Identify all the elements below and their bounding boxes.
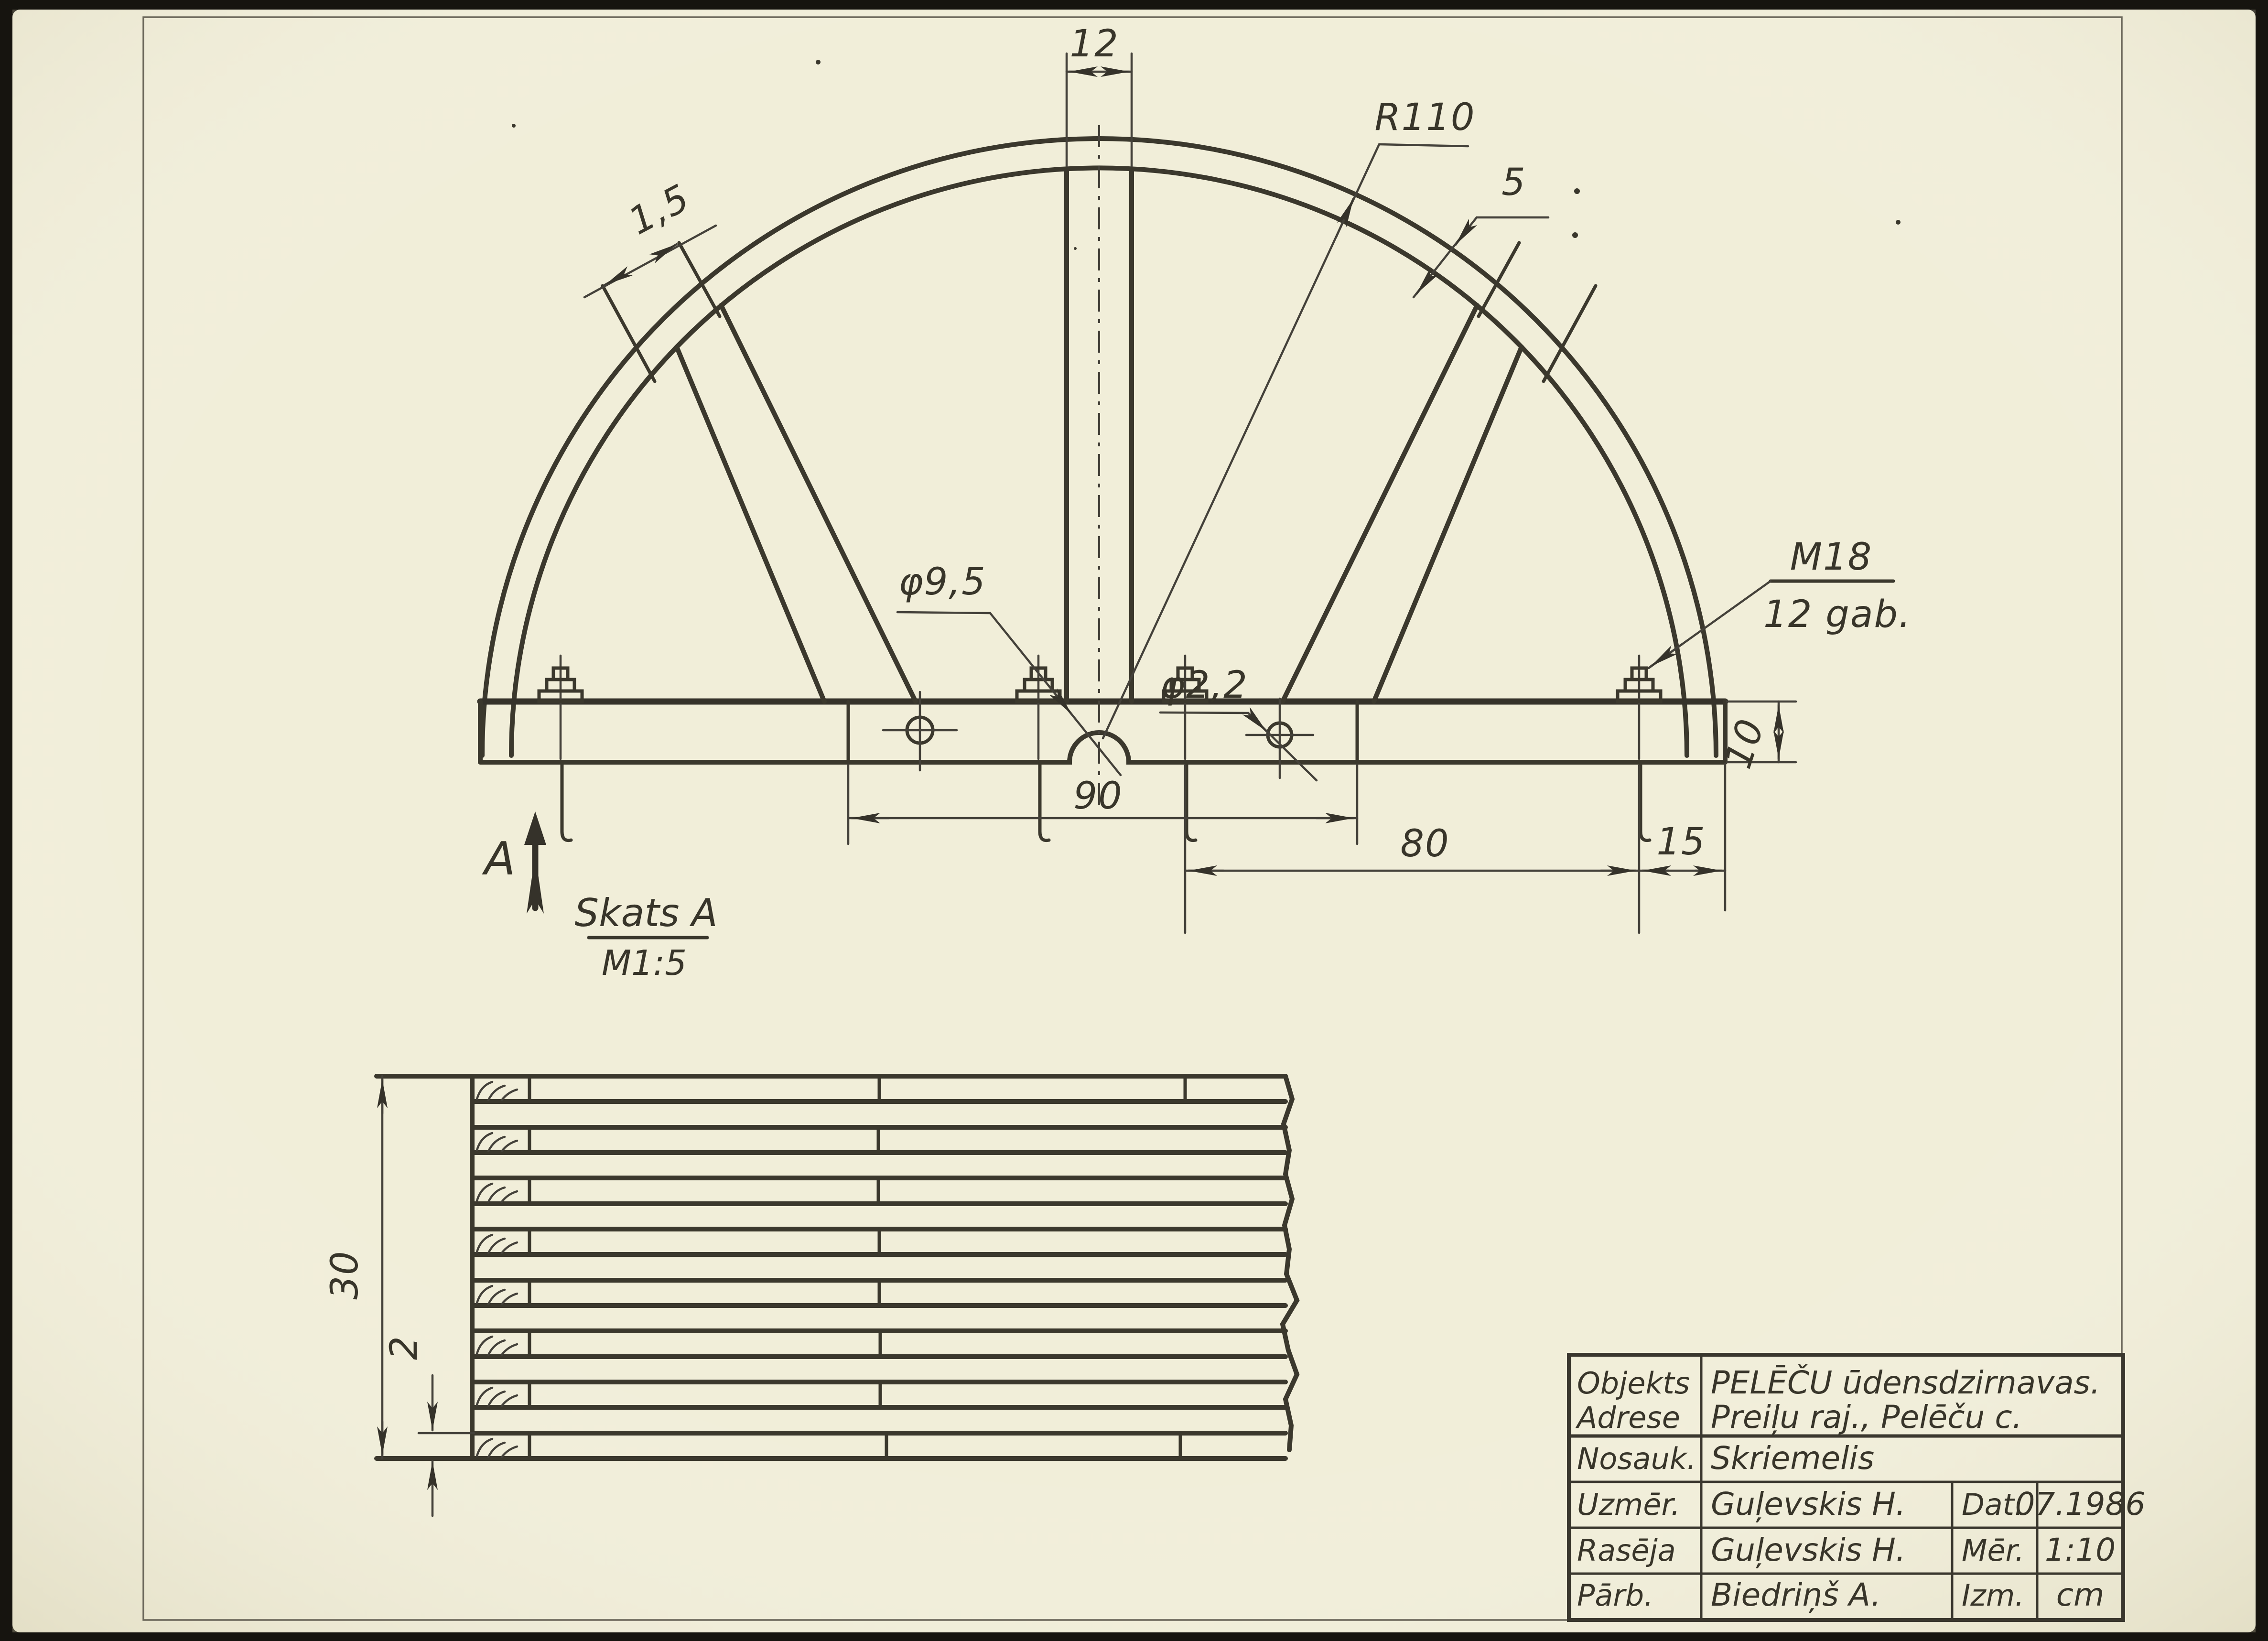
dim-80-label: 80 [1400, 822, 1450, 865]
dim-10-label: 10 [1717, 713, 1773, 774]
tb-adrese-label: Adrese [1577, 1400, 1680, 1435]
tb-izm-value: cm [2056, 1576, 2105, 1613]
dim-2-label: 2 [383, 1335, 426, 1360]
tb-parb-value: Biedriņš A. [1711, 1576, 1881, 1613]
tb-parb-label: Pārb. [1577, 1578, 1653, 1613]
tb-mer-label: Mēr. [1962, 1533, 2025, 1568]
tb-uzmer-label: Uzmēr. [1577, 1487, 1680, 1522]
tb-dat-value: 07.1986 [2015, 1486, 2146, 1522]
dim-15-label: 15 [1656, 820, 1706, 864]
tb-nosauk-value: Skriemelis [1711, 1440, 1875, 1477]
tb-objekts-value: PELĒČU ūdensdzirnavas. [1711, 1364, 2101, 1401]
dim-1-5-label: 1,5 [622, 176, 697, 244]
dim-12-label: 12 [1069, 22, 1119, 65]
thread-size-label: M18 [1790, 536, 1873, 579]
radius-label: R110 [1374, 96, 1476, 139]
view-label: A [484, 833, 516, 885]
tb-nosauk-label: Nosauk. [1577, 1441, 1696, 1476]
tb-raseja-value: Guļevskis H. [1711, 1532, 1906, 1568]
tb-uzmer-value: Guļevskis H. [1711, 1486, 1906, 1522]
dim-30-label: 30 [324, 1250, 367, 1300]
thread-qty-label: 12 gab. [1763, 593, 1912, 636]
tb-objekts-label: Objekts [1577, 1366, 1690, 1401]
tb-dat-label: Dat. [1962, 1487, 2024, 1522]
dim-5-label: 5 [1501, 161, 1526, 204]
side-view-scale: M1:5 [602, 943, 687, 983]
tb-mer-value: 1:10 [2044, 1532, 2116, 1568]
tb-adrese-value: Preiļu raj., Pelēču c. [1711, 1399, 2022, 1436]
bolt-hole-label: φ2,2 [1160, 664, 1248, 707]
shaft-hole-label: φ9,5 [898, 561, 986, 604]
tb-raseja-label: Rasēja [1577, 1533, 1676, 1568]
side-view-title: Skats A [574, 891, 718, 935]
dim-90-label: 90 [1073, 775, 1123, 818]
tb-izm-label: Izm. [1962, 1578, 2024, 1613]
